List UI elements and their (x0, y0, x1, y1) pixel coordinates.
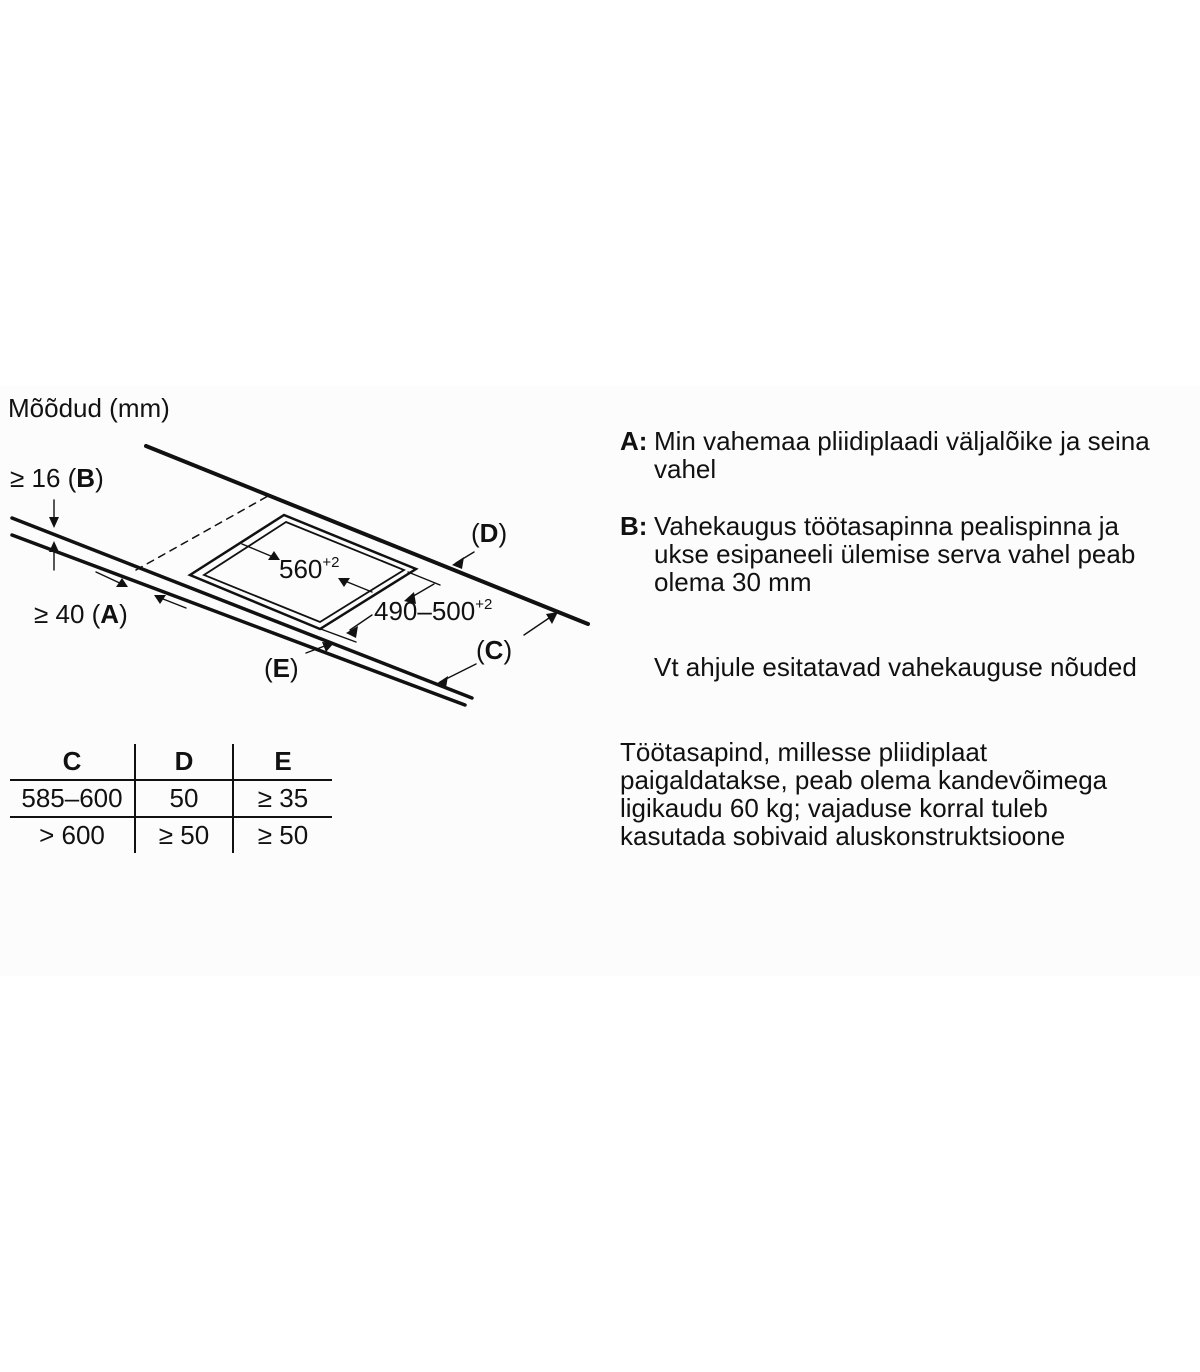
table-cell: ≥ 35 (233, 780, 332, 817)
table-header-c: C (10, 744, 135, 780)
label-a-letter: A (100, 599, 120, 629)
table-header-e: E (233, 744, 332, 780)
label-a-close: ) (119, 599, 128, 629)
table-cell: 50 (135, 780, 233, 817)
table-header-d: D (135, 744, 233, 780)
label-d (471, 519, 507, 547)
worktop-load-note: Töötasapind, millesse pliidiplaat paigaldatakse, peab olema kandevõimega ligikaudu 60 kg; vajaduse korral tuleb kasutada sobivaid aluskonstruktsioone (620, 737, 1108, 851)
legend-key-a: A: (620, 426, 648, 456)
label-c-open: ( (476, 635, 485, 665)
table-cell: ≥ 50 (257, 820, 309, 850)
table-header-row (10, 744, 332, 780)
clearance-table (10, 744, 332, 853)
legend-key-b: B: (620, 511, 648, 541)
label-e-open: ( (264, 653, 273, 683)
label-a-prefix: ≥ 40 ( (34, 599, 101, 629)
label-depth-dimension (374, 597, 492, 625)
label-d-close: ) (498, 518, 508, 548)
label-b-prefix: ≥ 16 ( (10, 463, 77, 493)
label-b-letter: B (76, 463, 96, 493)
label-e-close: ) (290, 653, 299, 683)
table-cell: ≥ 50 (135, 817, 233, 853)
label-c-close: ) (503, 635, 513, 665)
label-c (476, 636, 512, 664)
label-b-close: ) (95, 463, 104, 493)
table-row (10, 780, 332, 817)
label-b-dimension (10, 464, 104, 492)
width-value: 560 (279, 554, 323, 584)
diagram-title: Mõõdud (mm) (8, 393, 170, 423)
label-e-letter: E (272, 653, 291, 683)
width-tolerance: +2 (322, 554, 340, 571)
legend-text-b: Vahekaugus töötasapinna pealispinna ja ukse esipaneeli ülemise serva vahel peab olema 30 mm (654, 511, 1136, 597)
label-c-letter: C (484, 635, 504, 665)
table-cell: > 600 (10, 817, 135, 853)
label-a-dimension (34, 600, 128, 628)
legend-text-a: Min vahemaa pliidiplaadi väljalõike ja seina vahel (654, 426, 1150, 484)
label-d-letter: D (479, 518, 499, 548)
hidden-line (136, 496, 268, 570)
table-row (10, 817, 332, 853)
label-d-open: ( (471, 518, 480, 548)
legend-text-c: Vt ahjule esitatavad vahekauguse nõuded (654, 652, 1137, 682)
table-cell: 585–600 (10, 780, 135, 817)
label-e (264, 654, 299, 682)
depth-tolerance: +2 (475, 596, 493, 613)
depth-value: 490–500 (374, 596, 476, 626)
label-width-dimension (279, 555, 340, 583)
